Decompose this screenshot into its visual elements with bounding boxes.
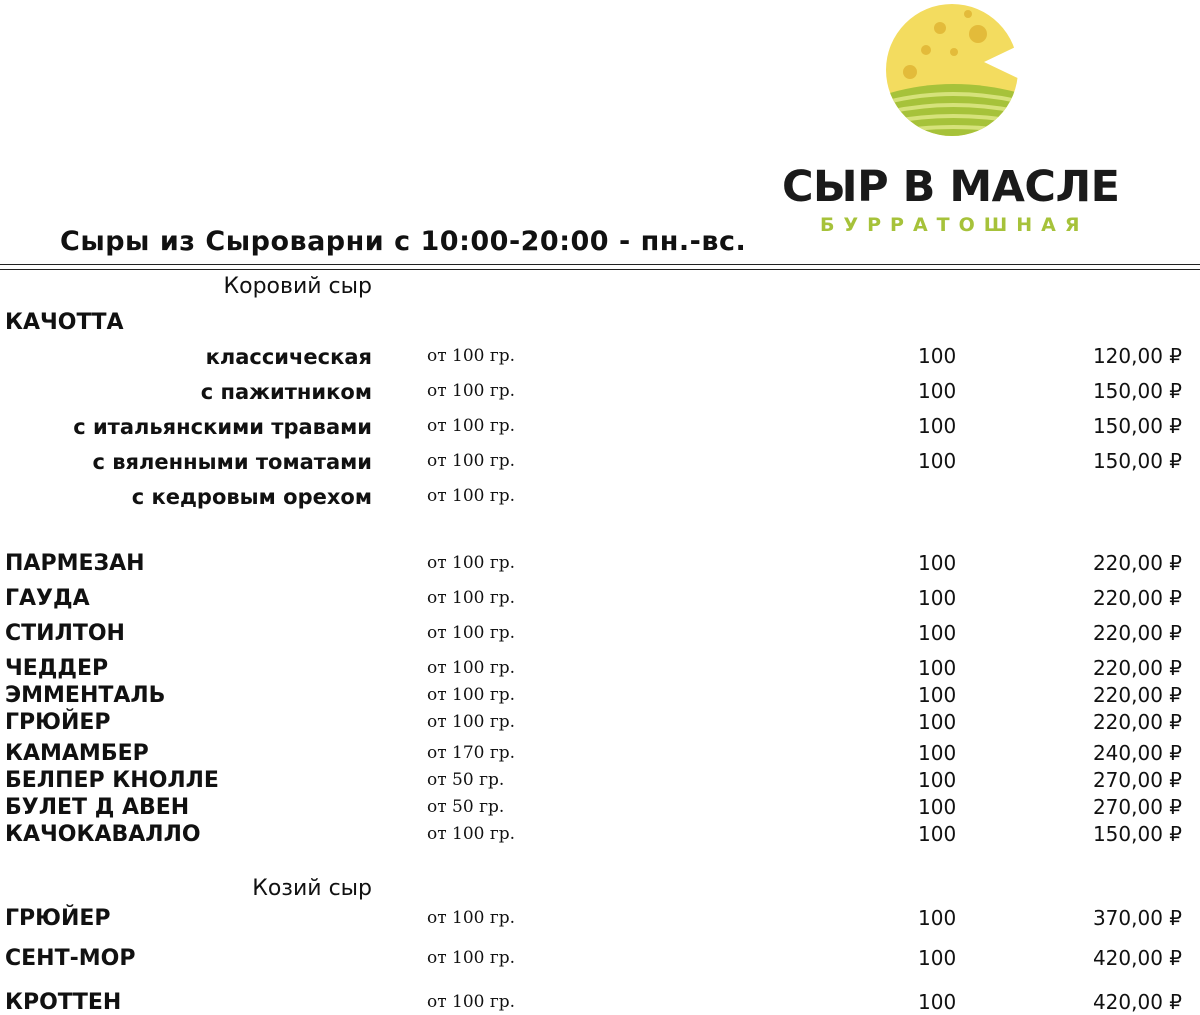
item-name: ПАРМЕЗАН xyxy=(5,551,145,576)
variant-from: от 100 гр. xyxy=(427,486,516,506)
item-from: от 100 гр. xyxy=(427,623,516,643)
brand-name: СЫР В МАСЛЕ xyxy=(782,162,1120,212)
item-name: КАМАМБЕР xyxy=(5,741,149,766)
section-title-cow: Коровий сыр xyxy=(223,274,372,299)
variant-from: от 100 гр. xyxy=(427,451,516,471)
item-qty: 100 xyxy=(918,656,957,680)
item-price: 150,00 ₽ xyxy=(1092,822,1182,846)
item-name: ЭММЕНТАЛЬ xyxy=(5,683,166,708)
item-price: 420,00 ₽ xyxy=(1092,990,1182,1014)
header-divider xyxy=(0,264,1200,265)
variant-price: 150,00 ₽ xyxy=(1092,379,1182,403)
item-price: 270,00 ₽ xyxy=(1092,768,1182,792)
variant-qty: 100 xyxy=(918,379,957,403)
item-price: 220,00 ₽ xyxy=(1092,710,1182,734)
item-from: от 170 гр. xyxy=(427,743,516,763)
variant-label: с итальянскими травами xyxy=(73,415,372,439)
variant-from: от 100 гр. xyxy=(427,346,516,366)
item-from: от 100 гр. xyxy=(427,992,516,1012)
item-price: 220,00 ₽ xyxy=(1092,586,1182,610)
brand-subtitle: БУРРАТОШНАЯ xyxy=(820,214,1089,236)
header-divider-thin xyxy=(0,269,1200,270)
item-price: 220,00 ₽ xyxy=(1092,656,1182,680)
item-from: от 100 гр. xyxy=(427,948,516,968)
variant-qty: 100 xyxy=(918,344,957,368)
page-title: Сыры из Сыроварни с 10:00-20:00 - пн.-вс. xyxy=(60,226,747,257)
item-name: БЕЛПЕР КНОЛЛЕ xyxy=(5,768,219,793)
item-name: ЧЕДДЕР xyxy=(5,656,109,681)
item-qty: 100 xyxy=(918,768,957,792)
item-qty: 100 xyxy=(918,586,957,610)
item-from: от 100 гр. xyxy=(427,712,516,732)
item-qty: 100 xyxy=(918,795,957,819)
variant-qty: 100 xyxy=(918,414,957,438)
item-qty: 100 xyxy=(918,551,957,575)
variant-label: с пажитником xyxy=(200,380,372,404)
item-name: ГРЮЙЕР xyxy=(5,710,111,735)
item-qty: 100 xyxy=(918,990,957,1014)
item-from: от 100 гр. xyxy=(427,685,516,705)
item-name: ГАУДА xyxy=(5,586,90,611)
item-qty: 100 xyxy=(918,710,957,734)
item-from: от 100 гр. xyxy=(427,553,516,573)
item-price: 270,00 ₽ xyxy=(1092,795,1182,819)
variant-from: от 100 гр. xyxy=(427,381,516,401)
item-qty: 100 xyxy=(918,683,957,707)
item-price: 370,00 ₽ xyxy=(1092,906,1182,930)
item-from: от 100 гр. xyxy=(427,908,516,928)
item-qty: 100 xyxy=(918,621,957,645)
variant-price: 150,00 ₽ xyxy=(1092,414,1182,438)
item-qty: 100 xyxy=(918,946,957,970)
item-name-cachotta: КАЧОТТА xyxy=(5,310,124,335)
item-price: 220,00 ₽ xyxy=(1092,621,1182,645)
cheese-logo-icon xyxy=(880,0,1030,148)
item-qty: 100 xyxy=(918,906,957,930)
item-from: от 50 гр. xyxy=(427,770,505,790)
item-price: 420,00 ₽ xyxy=(1092,946,1182,970)
item-name: КРОТТЕН xyxy=(5,990,122,1015)
item-qty: 100 xyxy=(918,822,957,846)
item-from: от 100 гр. xyxy=(427,588,516,608)
variant-from: от 100 гр. xyxy=(427,416,516,436)
item-from: от 100 гр. xyxy=(427,658,516,678)
section-title-goat: Козий сыр xyxy=(252,876,372,901)
item-from: от 100 гр. xyxy=(427,824,516,844)
item-name: БУЛЕТ Д АВЕН xyxy=(5,795,190,820)
item-name: СТИЛТОН xyxy=(5,621,125,646)
variant-price: 150,00 ₽ xyxy=(1092,449,1182,473)
item-price: 240,00 ₽ xyxy=(1092,741,1182,765)
item-name: СЕНТ-МОР xyxy=(5,946,136,971)
variant-label: классическая xyxy=(205,345,372,369)
variant-price: 120,00 ₽ xyxy=(1092,344,1182,368)
item-price: 220,00 ₽ xyxy=(1092,551,1182,575)
item-name: КАЧОКАВАЛЛО xyxy=(5,822,201,847)
item-qty: 100 xyxy=(918,741,957,765)
variant-qty: 100 xyxy=(918,449,957,473)
item-name: ГРЮЙЕР xyxy=(5,906,111,931)
variant-label: с вяленными томатами xyxy=(92,450,372,474)
item-from: от 50 гр. xyxy=(427,797,505,817)
variant-label: с кедровым орехом xyxy=(131,485,372,509)
item-price: 220,00 ₽ xyxy=(1092,683,1182,707)
